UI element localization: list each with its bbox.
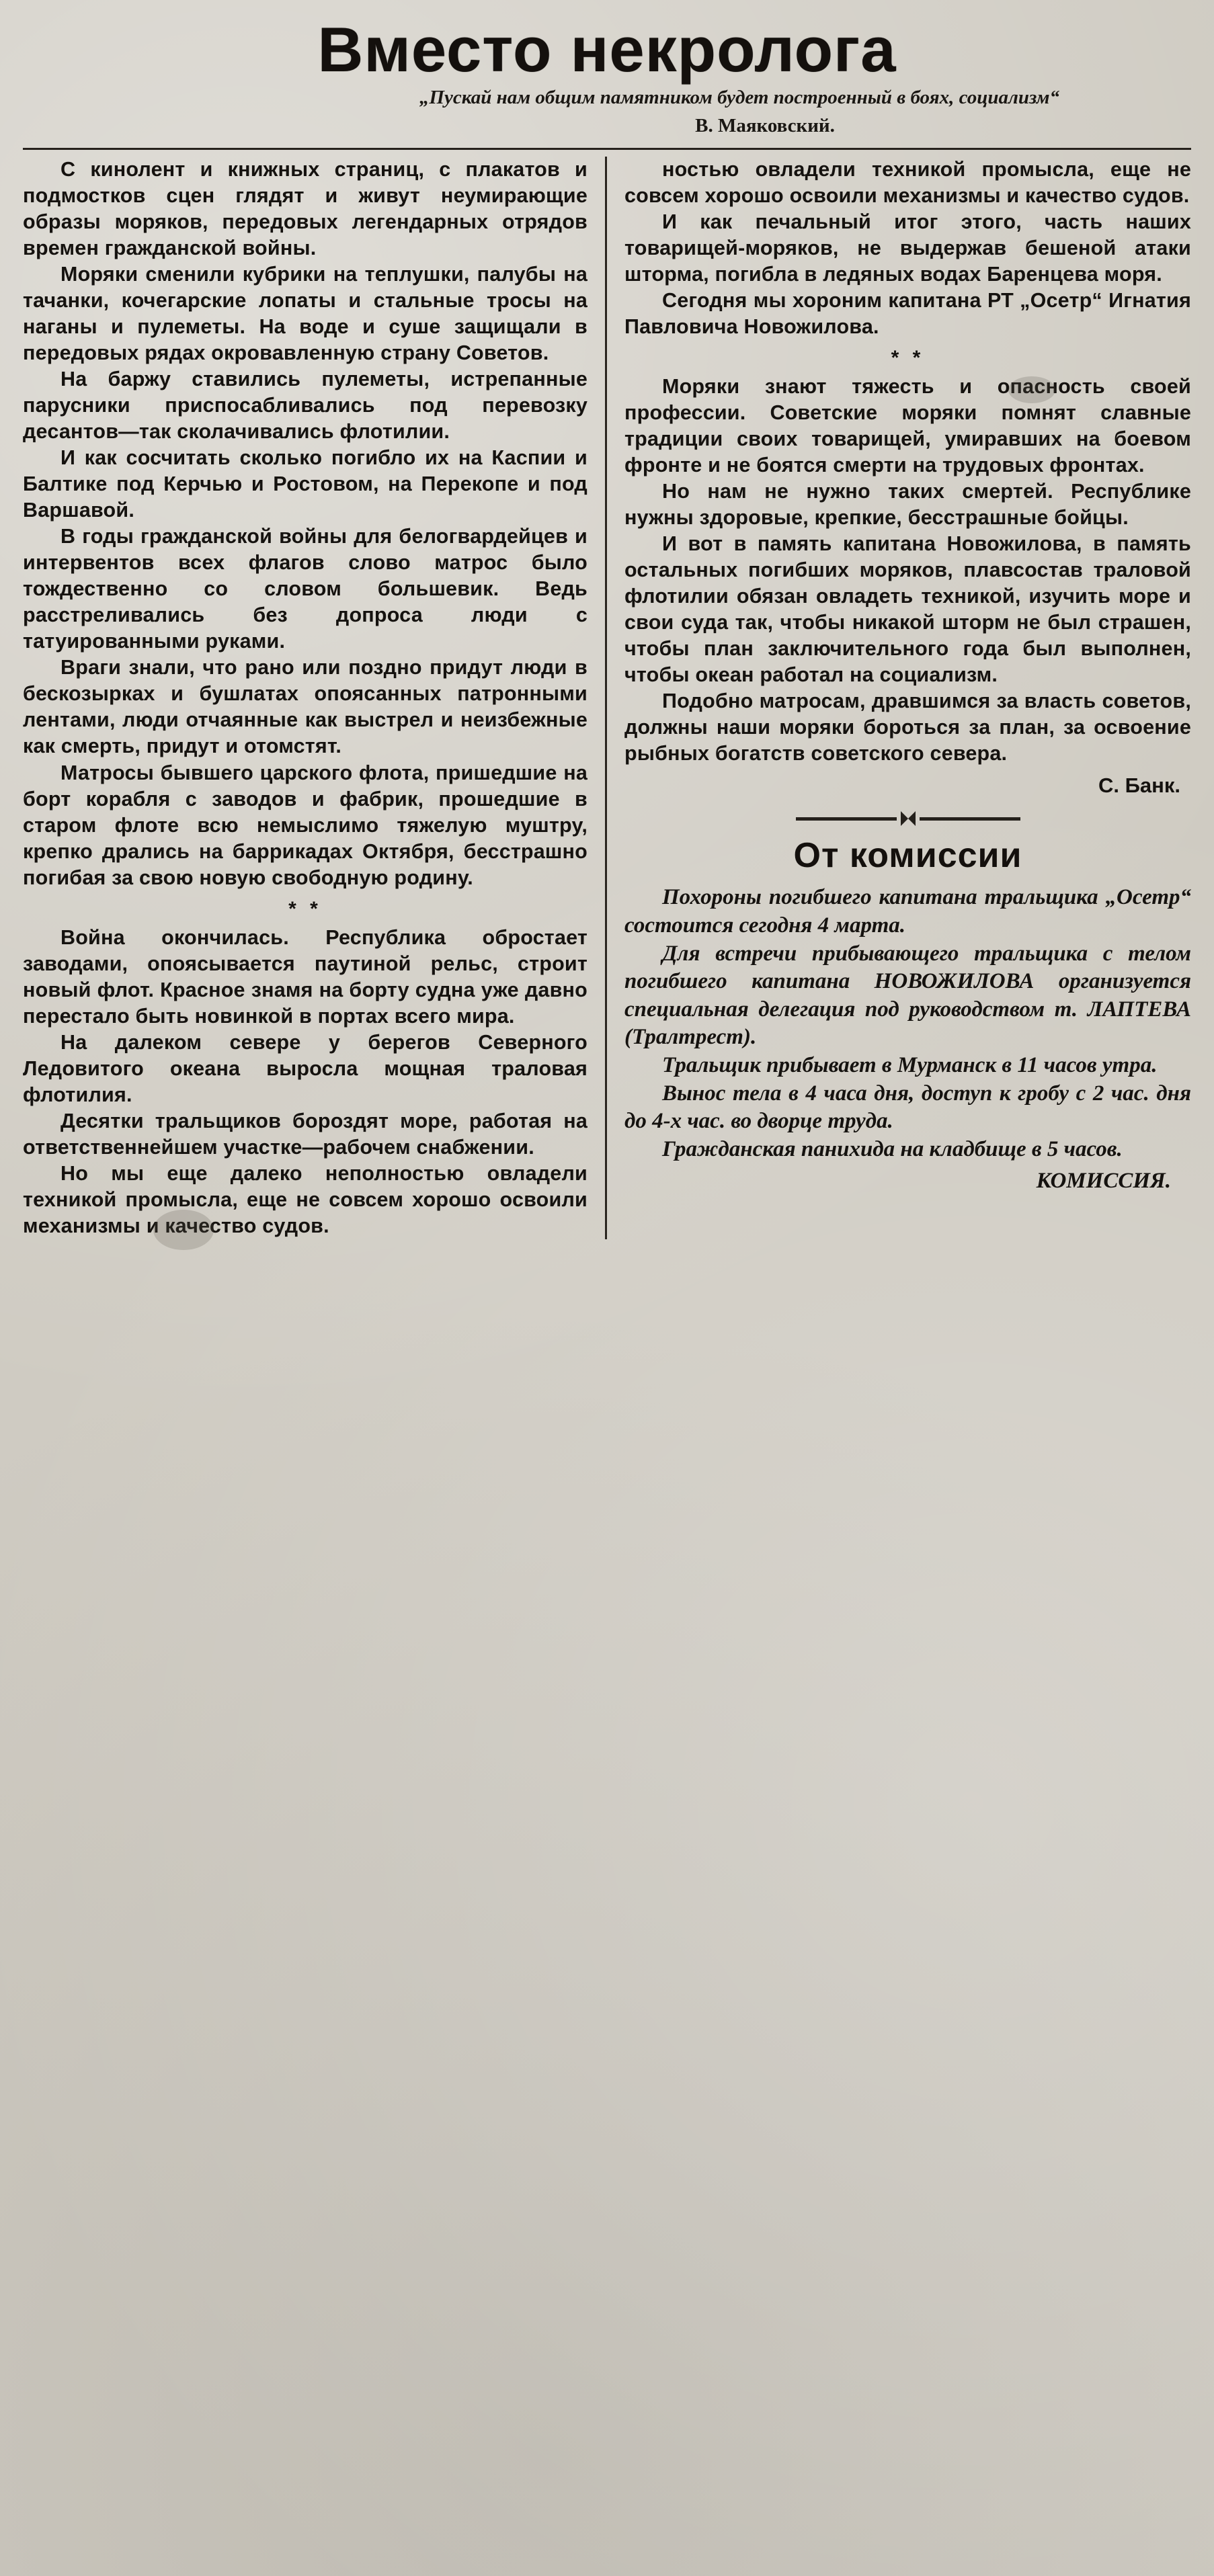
paragraph: И как сосчитать сколько погибло их на Каспии и Балтике под Керчью и Ростовом, на Перекопе и под Варшавой. (23, 446, 588, 522)
left-column (23, 157, 607, 1239)
divider-bar-left (796, 817, 897, 821)
epigraph (23, 86, 1191, 138)
article-signature: С. Банк. (1098, 774, 1180, 798)
epigraph-text: „Пускай нам общим памятником будет построенный в боях, социализм“ (419, 86, 1059, 108)
section-break-stars: * * (891, 347, 925, 369)
paragraph: Но нам не нужно таких смертей. Республике нужны здоровые, крепкие, бесстрашные бойцы. (624, 480, 1191, 530)
paragraph: На баржу ставились пулеметы, истрепанные парусники приспосабливались под перевозку десантов—так сколачивались флотилии. (23, 368, 588, 444)
commission-paragraph: Гражданская панихида на кладбище в 5 часов. (662, 1136, 1123, 1161)
section-break-stars: * * (288, 897, 322, 920)
commission-paragraph: Похороны погибшего капитана тральщика „Осетр“ состоится сегодня 4 марта. (624, 885, 1191, 938)
article-columns (23, 157, 1191, 1239)
paragraph: Моряки сменили кубрики на теплушки, палубы на тачанки, кочегарские лопаты и стальные тросы на наганы и пулеметы. На воде и суше защищали в передовых рядах окровавленную страну Советов. (23, 262, 588, 364)
paragraph: Моряки знают тяжесть и опасность своей профессии. Советские моряки помнят славные традиции своих товарищей, умиравших на боевом фронте и не боятся смерти на трудовых фронтах. (624, 375, 1191, 477)
paragraph: И вот в память капитана Новожилова, в память остальных погибших моряков, плавсостав траловой флотилии обязан овладеть техникой, изучить море и свои суда так, чтобы никакой шторм не был страшен, чтобы план заключительного года был выполнен, чтобы океан работал на социализм. (624, 532, 1191, 687)
paragraph: В годы гражданской войны для белогвардейцев и интервентов всех флагов слово матрос было тождественно со словом большевик. Ведь расстреливались без допроса люди с татуированными руками. (23, 525, 588, 653)
paragraph: ностью овладели техникой промысла, еще не совсем хорошо освоили механизмы и качество судов. (624, 157, 1191, 207)
divider-bar-right (920, 817, 1020, 821)
paragraph: И как печальный итог этого, часть наших товарищей-моряков, не выдержав бешеной атаки шторма, погибла в ледяных водах Баренцева моря. (624, 210, 1191, 286)
right-column (607, 157, 1191, 1239)
commission-title: От комиссии (793, 836, 1022, 876)
commission-signature: КОМИССИЯ. (1036, 1169, 1171, 1194)
page-title: Вместо некролога (317, 14, 897, 85)
divider-diamond-icon (901, 811, 916, 826)
commission-paragraph: Для встречи прибывающего тральщика с телом погибшего капитана НОВОЖИЛОВА организуется специальная делегация под руководством т. ЛАПТЕВА (Тралтрест). (624, 941, 1191, 1050)
paragraph: Подобно матросам, дравшимся за власть советов, должны наши моряки бороться за план, за освоение рыбных богатств советского севера. (624, 690, 1191, 765)
paragraph: С кинолент и книжных страниц, с плакатов и подмостков сцен глядят и живут неумирающие образы моряков, передовых легендарных отрядов времен гражданской войны. (23, 157, 588, 259)
commission-paragraph: Тральщик прибывает в Мурманск в 11 часов утра. (662, 1052, 1158, 1077)
paragraph-continued: Но мы еще далеко неполностью овладели техникой промысла, еще не совсем хорошо освоили механизмы и качество судов. (23, 1161, 588, 1237)
paragraph: На далеком севере у берегов Северного Ледовитого океана выросла мощная траловая флотилия. (23, 1030, 588, 1106)
header-divider (23, 148, 1191, 150)
paragraph: Десятки тральщиков бороздят море, работая на ответственнейшем участке—рабочем снабжении. (23, 1109, 588, 1159)
epigraph-author: В. Маяковский. (695, 114, 835, 136)
ornament-divider (624, 811, 1191, 826)
commission-paragraph: Вынос тела в 4 часа дня, доступ к гробу с 2 час. дня до 4-х час. во дворце труда. (624, 1081, 1191, 1134)
paragraph: Матросы бывшего царского флота, пришедшие на борт корабля с заводов и фабрик, прошедшие в старом флоте всю немыслимо тяжелую муштру, крепко дрались на баррикадах Октября, бесстрашно погибая за свою новую свободную родину. (23, 761, 588, 889)
paragraph: Враги знали, что рано или поздно придут люди в бескозырках и бушлатах опоясанных патронными лентами, люди отчаянные как выстрел и неизбежные как смерть, придут и отомстят. (23, 656, 588, 758)
paragraph: Война окончилась. Республика обростает заводами, опоясывается паутиной рельс, строит новый флот. Красное знамя на борту судна уже давно перестало быть новинкой в портах всего мира. (23, 925, 588, 1028)
paragraph: Сегодня мы хороним капитана РТ „Осетр“ Игнатия Павловича Новожилова. (624, 288, 1191, 338)
